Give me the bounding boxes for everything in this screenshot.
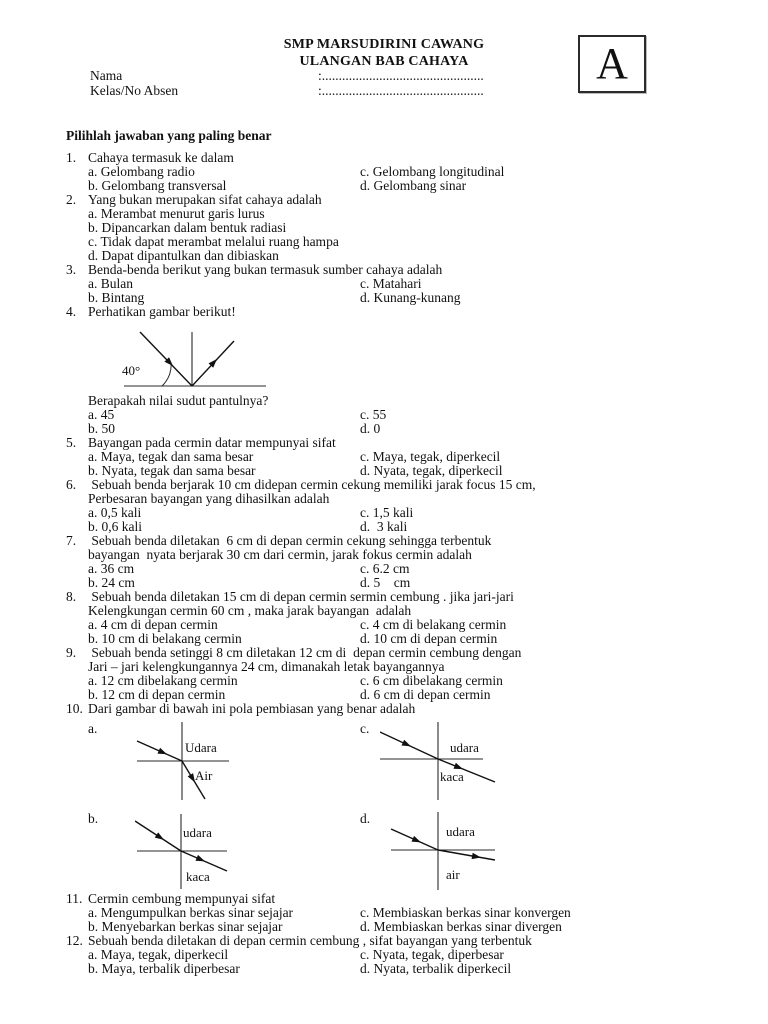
question-12: [66, 934, 738, 976]
question-12-option-a: a. Maya, tegak, diperkecil: [88, 947, 229, 962]
question-6-text-line1: Sebuah benda berjarak 10 cm didepan cermin cekung memiliki jarak focus 15 cm,: [88, 477, 536, 492]
question-3-text: Benda-benda berikut yang bukan termasuk sumber cahaya adalah: [88, 262, 443, 277]
question-4-option-a: a. 45: [88, 407, 115, 422]
question-2-text: Yang bukan merupakan sifat cahaya adalah: [88, 192, 322, 207]
question-9-text-line1: Sebuah benda setinggi 8 cm diletakan 12 cm di depan cermin cembung dengan: [88, 645, 522, 660]
question-1-option-c: c. Gelombang longitudinal: [360, 164, 505, 179]
refraction-figures: [88, 722, 738, 890]
question-8-option-d: d. 10 cm di depan cermin: [360, 631, 498, 646]
variant-box: [578, 35, 646, 93]
question-5: [66, 436, 738, 478]
refracted-ray: [438, 850, 495, 860]
question-11-option-b: b. Menyebarkan berkas sinar sejajar: [88, 919, 283, 934]
refraction-diagram-b: [135, 812, 255, 890]
question-2-number: 2.: [66, 192, 77, 207]
incident-ray: [140, 332, 192, 386]
refracted-ray-arrowhead: [195, 855, 206, 864]
question-2-option-b: b. Dipancarkan dalam bentuk radiasi: [88, 220, 287, 235]
refraction-option-a-label: a.: [88, 721, 98, 736]
medium-label-bottom: air: [446, 867, 460, 882]
name-label: Nama: [90, 68, 123, 83]
refraction-option-d-label: d.: [360, 811, 371, 826]
question-4-number: 4.: [66, 304, 77, 319]
question-5-option-d: d. Nyata, tegak, diperkecil: [360, 463, 503, 478]
medium-label-top: Udara: [185, 740, 217, 755]
question-8-text-line2: Kelengkungan cermin 60 cm , maka jarak bayangan adalah: [88, 603, 412, 618]
question-1-option-d: d. Gelombang sinar: [360, 178, 467, 193]
incident-ray-arrowhead: [155, 832, 166, 842]
question-4: [66, 305, 738, 436]
question-1-option-a: a. Gelombang radio: [88, 164, 195, 179]
refraction-option-b: [88, 812, 360, 890]
question-7-option-b: b. 24 cm: [88, 575, 135, 590]
reflection-diagram: [120, 324, 280, 392]
question-10-number: 10.: [66, 701, 83, 716]
question-3-option-a: a. Bulan: [88, 276, 133, 291]
question-12-option-c: c. Nyata, tegak, diperbesar: [360, 947, 504, 962]
question-2-option-c: c. Tidak dapat merambat melalui ruang hampa: [88, 234, 339, 249]
medium-label-bottom: Air: [195, 768, 213, 783]
angle-arc: [162, 364, 171, 386]
question-11-option-c: c. Membiaskan berkas sinar konvergen: [360, 905, 571, 920]
name-row: [90, 69, 510, 83]
incident-ray-arrowhead: [401, 740, 412, 750]
question-4-option-d: d. 0: [360, 421, 381, 436]
question-5-option-a: a. Maya, tegak dan sama besar: [88, 449, 254, 464]
question-8-option-a: a. 4 cm di depan cermin: [88, 617, 218, 632]
question-11-text: Cermin cembung mempunyai sifat: [88, 891, 276, 906]
incident-ray-arrowhead: [157, 748, 168, 758]
question-3-option-b: b. Bintang: [88, 290, 145, 305]
refraction-option-a: [88, 722, 360, 800]
question-3-option-d: d. Kunang-kunang: [360, 290, 461, 305]
question-3: [66, 263, 738, 305]
class-fill-line: :................................................: [318, 83, 484, 98]
question-7-text-line2: bayangan nyata berjarak 30 cm dari cermin, jarak fokus cermin adalah: [88, 547, 472, 562]
question-9-option-a: a. 12 cm dibelakang cermin: [88, 673, 238, 688]
question-5-option-c: c. Maya, tegak, diperkecil: [360, 449, 501, 464]
question-9-option-d: d. 6 cm di depan cermin: [360, 687, 491, 702]
angle-label: 40°: [122, 363, 141, 378]
question-6-option-b: b. 0,6 kali: [88, 519, 142, 534]
question-7-option-a: a. 36 cm: [88, 561, 135, 576]
exam-title: ULANGAN BAB CAHAYA: [299, 54, 469, 69]
question-8-option-b: b. 10 cm di belakang cermin: [88, 631, 242, 646]
question-1-number: 1.: [66, 150, 77, 165]
question-12-option-b: b. Maya, terbalik diperbesar: [88, 961, 240, 976]
instruction: Pilihlah jawaban yang paling benar: [66, 128, 272, 143]
refraction-diagram-a: [135, 722, 255, 800]
question-12-option-d: d. Nyata, terbalik diperkecil: [360, 961, 512, 976]
class-label: Kelas/No Absen: [90, 83, 179, 98]
question-8: [66, 590, 738, 646]
question-9-option-c: c. 6 cm dibelakang cermin: [360, 673, 503, 688]
question-3-option-c: c. Matahari: [360, 276, 422, 291]
refraction-option-c: [360, 722, 738, 800]
question-8-text-line1: Sebuah benda diletakan 15 cm di depan cermin sermin cembung . jika jari-jari: [88, 589, 514, 604]
refraction-diagram-d: [380, 812, 500, 890]
medium-label-top: udara: [446, 824, 475, 839]
question-2-option-a: a. Merambat menurut garis lurus: [88, 206, 265, 221]
medium-label-top: udara: [450, 740, 479, 755]
refraction-option-d: [360, 812, 738, 890]
question-3-number: 3.: [66, 262, 77, 277]
question-7-text-line1: Sebuah benda diletakan 6 cm di depan cermin cekung sehingga terbentuk: [88, 533, 492, 548]
question-7-option-c: c. 6.2 cm: [360, 561, 410, 576]
question-5-option-b: b. Nyata, tegak dan sama besar: [88, 463, 256, 478]
question-6-number: 6.: [66, 477, 77, 492]
question-10: [66, 702, 738, 716]
question-9-number: 9.: [66, 645, 77, 660]
class-row: [90, 84, 510, 98]
question-list: [66, 151, 738, 976]
variant-letter: A: [596, 39, 628, 88]
question-1-option-b: b. Gelombang transversal: [88, 178, 227, 193]
question-6-option-a: a. 0,5 kali: [88, 505, 142, 520]
question-8-option-c: c. 4 cm di belakang cermin: [360, 617, 507, 632]
question-12-number: 12.: [66, 933, 83, 948]
question-9-text-line2: Jari – jari kelengkungannya 24 cm, dimanakah letak bayangannya: [88, 659, 445, 674]
question-6-option-c: c. 1,5 kali: [360, 505, 414, 520]
name-fill-line: :................................................: [318, 68, 484, 83]
question-7-number: 7.: [66, 533, 77, 548]
question-9: [66, 646, 738, 702]
question-11-number: 11.: [66, 891, 83, 906]
question-5-text: Bayangan pada cermin datar mempunyai sifat: [88, 435, 336, 450]
question-11: [66, 892, 738, 934]
refraction-option-b-label: b.: [88, 811, 99, 826]
question-4-text: Perhatikan gambar berikut!: [88, 304, 236, 319]
question-6-option-d: d. 3 kali: [360, 519, 408, 534]
question-6: [66, 478, 738, 534]
refraction-diagram-c: [380, 722, 500, 800]
school-name: SMP MARSUDIRINI CAWANG: [283, 37, 485, 52]
incident-ray-arrowhead: [411, 836, 422, 846]
medium-label-bottom: kaca: [440, 769, 464, 784]
medium-label-bottom: kaca: [186, 869, 210, 884]
question-7-option-d: d. 5 cm: [360, 575, 411, 590]
question-1-text: Cahaya termasuk ke dalam: [88, 150, 234, 165]
medium-label-top: udara: [183, 825, 212, 840]
question-2-option-d: d. Dapat dipantulkan dan dibiaskan: [88, 248, 279, 263]
refraction-option-c-label: c.: [360, 721, 370, 736]
question-1: [66, 151, 738, 193]
question-9-option-b: b. 12 cm di depan cermin: [88, 687, 226, 702]
question-2: [66, 193, 738, 263]
question-11-option-d: d. Membiaskan berkas sinar divergen: [360, 919, 562, 934]
question-8-number: 8.: [66, 589, 77, 604]
question-7: [66, 534, 738, 590]
question-11-option-a: a. Mengumpulkan berkas sinar sejajar: [88, 905, 294, 920]
question-6-text-line2: Perbesaran bayangan yang dihasilkan adalah: [88, 491, 330, 506]
reflection-figure: [120, 324, 738, 392]
question-10-text: Dari gambar di bawah ini pola pembiasan yang benar adalah: [88, 701, 416, 716]
question-12-text: Sebuah benda diletakan di depan cermin cembung , sifat bayangan yang terbentuk: [88, 933, 532, 948]
question-4-option-c: c. 55: [360, 407, 387, 422]
question-5-number: 5.: [66, 435, 77, 450]
question-4-option-b: b. 50: [88, 421, 115, 436]
question-4-prompt: Berapakah nilai sudut pantulnya?: [88, 393, 269, 408]
